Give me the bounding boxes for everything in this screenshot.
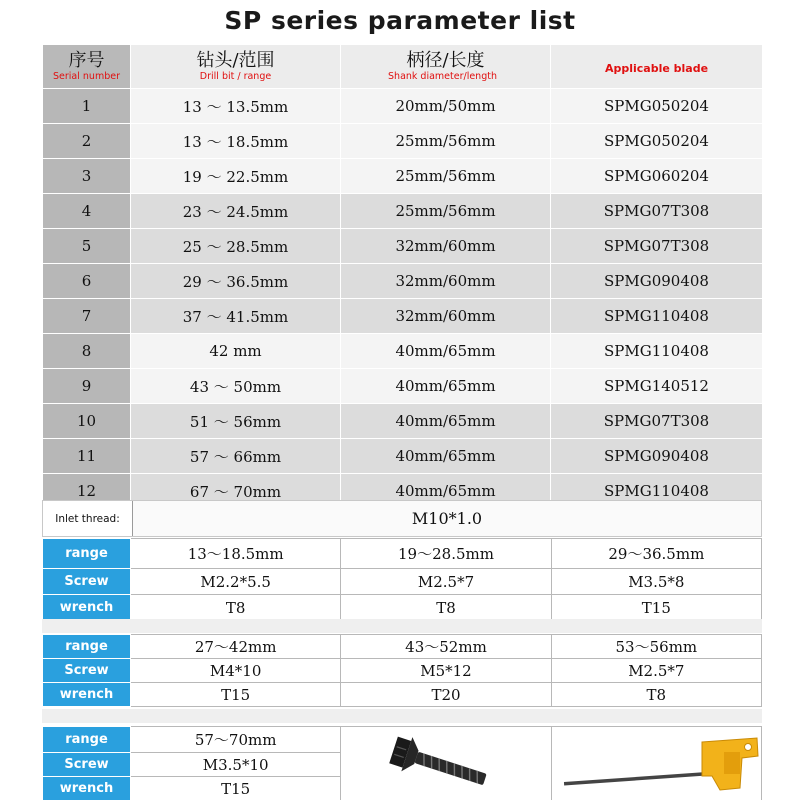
blade-cell: SPMG110408 — [551, 299, 763, 334]
header-drill-cn: 钻头/范围 — [196, 50, 275, 71]
table-row — [43, 124, 763, 159]
header-shank — [341, 45, 551, 89]
inlet-thread-row — [42, 500, 762, 537]
shank-cell: 32mm/60mm — [341, 229, 551, 264]
block3-wrench-cell: T15 — [131, 777, 341, 800]
block3-screw-cell: M3.5*10 — [131, 753, 341, 777]
block1-screw-row — [43, 569, 762, 595]
wrench-label: wrench — [43, 683, 131, 707]
table-row — [43, 89, 763, 124]
wrench-label: wrench — [43, 777, 131, 800]
blade-cell: SPMG050204 — [551, 89, 763, 124]
drill-range-cell: 19 ～ 22.5mm — [131, 159, 341, 194]
serial-cell: 6 — [43, 264, 131, 299]
page-title: SP series parameter list — [224, 6, 576, 35]
table-row — [43, 439, 763, 474]
drill-range-cell: 23 ～ 24.5mm — [131, 194, 341, 229]
drill-range-cell: 25 ～ 28.5mm — [131, 229, 341, 264]
block2-range-row — [43, 635, 762, 659]
table-body — [43, 89, 763, 509]
serial-cell: 4 — [43, 194, 131, 229]
block1-wrench-cell: T8 — [131, 595, 341, 621]
serial-cell: 3 — [43, 159, 131, 194]
screw-label: Screw — [43, 753, 131, 777]
serial-cell: 1 — [43, 89, 131, 124]
drill-range-cell: 29 ～ 36.5mm — [131, 264, 341, 299]
header-shank-en: Shank diameter/length — [388, 71, 497, 82]
table-row — [43, 404, 763, 439]
table-row — [43, 194, 763, 229]
block1-range-cell: 19～28.5mm — [341, 539, 551, 569]
header-drill-en: Drill bit / range — [199, 71, 272, 82]
drill-range-cell: 43 ～ 50mm — [131, 369, 341, 404]
serial-cell: 10 — [43, 404, 131, 439]
serial-cell: 7 — [43, 299, 131, 334]
block2-range-cell: 53～56mm — [551, 635, 761, 659]
block-separator — [42, 709, 762, 723]
range-label: range — [43, 539, 131, 569]
drill-range-cell: 51 ～ 56mm — [131, 404, 341, 439]
block1-wrench-cell: T15 — [551, 595, 761, 621]
wrench-label: wrench — [43, 595, 131, 621]
screw-label: Screw — [43, 659, 131, 683]
drill-range-cell: 13 ～ 18.5mm — [131, 124, 341, 159]
table-row — [43, 299, 763, 334]
shank-cell: 40mm/65mm — [341, 404, 551, 439]
shank-cell: 40mm/65mm — [341, 474, 551, 509]
block2-screw-cell: M4*10 — [131, 659, 341, 683]
block3-range-cell: 57～70mm — [131, 727, 341, 753]
block2-range-cell: 43～52mm — [341, 635, 551, 659]
blade-cell: SPMG07T308 — [551, 404, 763, 439]
block2-screw-cell: M2.5*7 — [551, 659, 761, 683]
table-row — [43, 229, 763, 264]
blade-cell: SPMG090408 — [551, 264, 763, 299]
shank-cell: 32mm/60mm — [341, 264, 551, 299]
block2-screw-cell: M5*12 — [341, 659, 551, 683]
block1-wrench-cell: T8 — [341, 595, 551, 621]
blade-cell: SPMG110408 — [551, 334, 763, 369]
shank-cell: 20mm/50mm — [341, 89, 551, 124]
block1-range-cell: 29～36.5mm — [551, 539, 761, 569]
shank-cell: 40mm/65mm — [341, 334, 551, 369]
serial-cell: 2 — [43, 124, 131, 159]
serial-cell: 8 — [43, 334, 131, 369]
header-serial — [43, 45, 131, 89]
table-row — [43, 369, 763, 404]
block2-wrench-row — [43, 683, 762, 707]
serial-cell: 12 — [43, 474, 131, 509]
blade-cell: SPMG110408 — [551, 474, 763, 509]
shank-cell: 32mm/60mm — [341, 299, 551, 334]
header-drill — [131, 45, 341, 89]
shank-cell: 40mm/65mm — [341, 369, 551, 404]
drill-range-cell: 37 ～ 41.5mm — [131, 299, 341, 334]
block1-wrench-row — [43, 595, 762, 621]
block2-wrench-cell: T8 — [551, 683, 761, 707]
block1-screw-cell: M2.2*5.5 — [131, 569, 341, 595]
table-header-row — [43, 45, 763, 89]
header-shank-cn: 柄径/长度 — [406, 50, 485, 71]
table-row — [43, 264, 763, 299]
shank-cell: 25mm/56mm — [341, 159, 551, 194]
header-serial-cn: 序号 — [68, 50, 105, 71]
block-separator — [42, 619, 762, 633]
header-serial-en: Serial number — [53, 71, 120, 82]
block1-screw-cell: M2.5*7 — [341, 569, 551, 595]
shank-cell: 40mm/65mm — [341, 439, 551, 474]
range-label: range — [43, 727, 131, 753]
screw-image — [341, 727, 551, 800]
blade-cell: SPMG07T308 — [551, 194, 763, 229]
block1-screw-cell: M3.5*8 — [551, 569, 761, 595]
drill-range-cell: 57 ～ 66mm — [131, 439, 341, 474]
block1-range-row — [43, 539, 762, 569]
screw-icon — [341, 728, 546, 800]
blade-cell: SPMG060204 — [551, 159, 763, 194]
range-label: range — [43, 635, 131, 659]
drill-range-cell: 13 ～ 13.5mm — [131, 89, 341, 124]
block1-range-cell: 13～18.5mm — [131, 539, 341, 569]
shank-cell: 25mm/56mm — [341, 194, 551, 229]
accessory-block-2 — [42, 634, 762, 707]
drill-range-cell: 67 ～ 70mm — [131, 474, 341, 509]
blade-cell: SPMG07T308 — [551, 229, 763, 264]
serial-cell: 11 — [43, 439, 131, 474]
header-blade-en: Applicable blade — [604, 61, 709, 75]
table-row — [43, 159, 763, 194]
serial-cell: 5 — [43, 229, 131, 264]
accessory-block-1 — [42, 538, 762, 621]
serial-cell: 9 — [43, 369, 131, 404]
header-blade — [551, 45, 763, 89]
blade-cell: SPMG140512 — [551, 369, 763, 404]
inlet-thread-label: Inlet thread: — [43, 501, 133, 536]
block2-range-cell: 27～42mm — [131, 635, 341, 659]
shank-cell: 25mm/56mm — [341, 124, 551, 159]
blade-cell: SPMG090408 — [551, 439, 763, 474]
block2-screw-row — [43, 659, 762, 683]
screw-label: Screw — [43, 569, 131, 595]
wrench-icon — [552, 728, 764, 800]
inlet-thread-value: M10*1.0 — [133, 501, 761, 536]
parameter-table — [42, 44, 763, 509]
block2-wrench-cell: T20 — [341, 683, 551, 707]
blade-cell: SPMG050204 — [551, 124, 763, 159]
block3-range-row — [43, 727, 762, 753]
table-row — [43, 334, 763, 369]
accessory-block-3 — [42, 726, 762, 800]
drill-range-cell: 42 mm — [131, 334, 341, 369]
wrench-image — [551, 727, 761, 800]
block2-wrench-cell: T15 — [131, 683, 341, 707]
